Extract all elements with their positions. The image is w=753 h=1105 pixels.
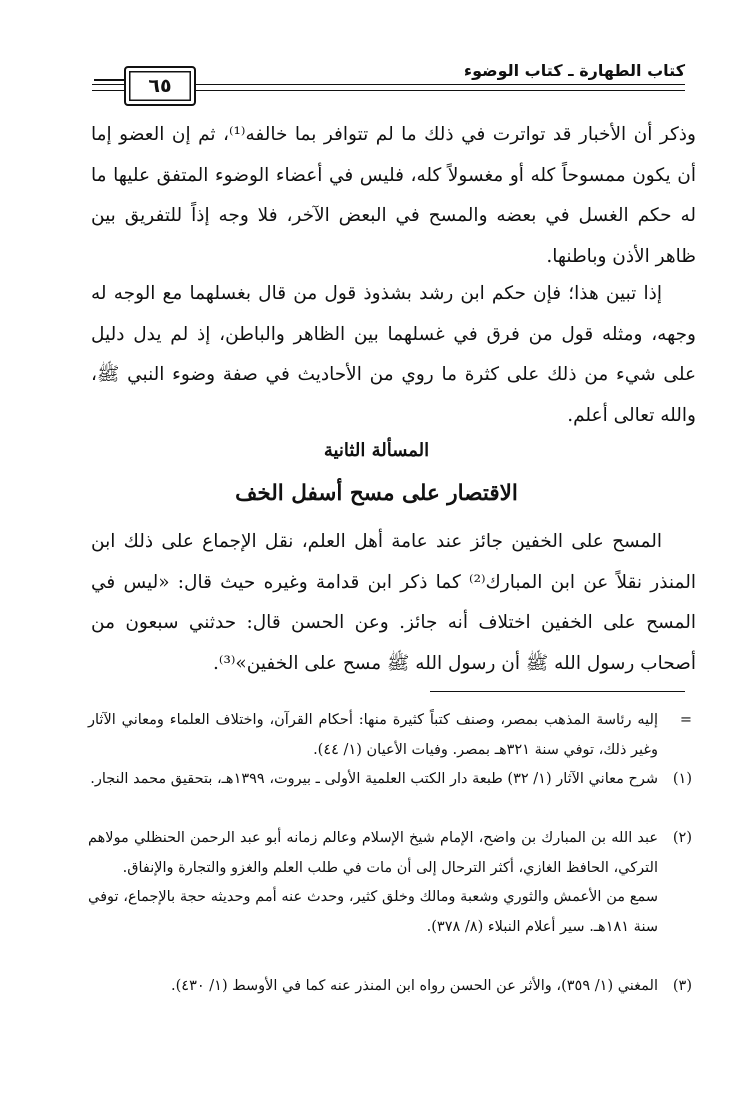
footnote-separator xyxy=(430,691,685,692)
header-rule-tick xyxy=(94,79,124,81)
footnote-text: شرح معاني الآثار (١/ ٣٢) طبعة دار الكتب العلمية الأولى ـ بيروت، ١٣٩٩هـ، بتحقيق محمد النجار. xyxy=(90,771,658,787)
footnote-text: المغني (١/ ٣٥٩)، والأثر عن الحسن رواه ابن المنذر عنه كما في الأوسط (١/ ٤٣٠). xyxy=(171,978,658,994)
footnote-marker: (٢) xyxy=(672,830,692,846)
body-paragraph-3: المسح على الخفين جائز عند عامة أهل العلم، نقل الإجماع على ذلك ابن المنذر نقلاً عن ابن المبارك⁽²⁾ كما ذكر ابن قدامة وغيره حيث قال: «ليس في المسح على الخفين اختلاف أنه جائز. وعن الحسن قال: حدثني سبعون من أصحاب رسول الله ﷺ أن رسول الله ﷺ مسح على الخفين»⁽³⁾. xyxy=(91,531,696,674)
footnote-marker: (٣) xyxy=(672,978,692,994)
body-paragraph-1: وذكر أن الأخبار قد تواترت في ذلك ما لم تتوافر بما خالفه⁽¹⁾، ثم إن العضو إما أن يكون ممسوحاً كله أو مغسولاً كله، فليس في أعضاء الوضوء المتفق عليها ما له حكم الغسل في بعضه والمسح في البعض الآخر، فلا وجه إذاً للتفريق بين ظاهر الأذن وباطنها. xyxy=(91,124,696,267)
section-label: المسألة الثانية xyxy=(323,440,430,461)
running-header-title: كتاب الطهارة ـ كتاب الوضوء xyxy=(463,61,685,80)
page-number-frame xyxy=(124,66,196,106)
footnote-text-continued: سمع من الأعمش والثوري وشعبة ومالك وخلق كثير، وحدث عنه أمم وحديثه حجة بالإجماع، توفي سنة ١٨١هـ. سير أعلام النبلاء (٨/ ٣٧٨). xyxy=(88,889,658,935)
footnote-text: عبد الله بن المبارك بن واضح، الإمام شيخ الإسلام وعالم زمانه أبو عبد الرحمن الحنظلي مولاهم التركي، الحافظ الغازي، أكثر الترحال إلى أن مات في طلب العلم والغزو والتجارة والإنفاق. xyxy=(88,830,658,876)
section-heading: الاقتصار على مسح أسفل الخف xyxy=(235,481,518,506)
footnote-1 xyxy=(88,765,692,795)
footnote-3 xyxy=(88,972,692,1002)
footnote-text: إليه رئاسة المذهب بمصر، وصنف كتباً كثيرة منها: أحكام القرآن، واختلاف العلماء ومعاني الآثار وغير ذلك، توفي سنة ٣٢١هـ بمصر. وفيات الأعيان (١/ ٤٤). xyxy=(88,712,658,758)
footnote-continuation xyxy=(88,706,692,765)
footnote-text-block xyxy=(88,824,658,942)
footnote-marker: (١) xyxy=(672,771,692,787)
page-number: ٦٥ xyxy=(148,75,172,97)
footnote-2 xyxy=(88,824,692,942)
footnote-marker: = xyxy=(679,712,692,728)
body-paragraph-2: إذا تبين هذا؛ فإن حكم ابن رشد بشذوذ قول من قال بغسلهما مع الوجه له وجهه، ومثله قول من فرق في غسلهما بين الظاهر والباطن، إذ لم يدل دليل على شيء من ذلك على كثرة ما روي من الأحاديث في صفة وضوء النبي ﷺ، والله تعالى أعلم. xyxy=(91,283,696,426)
